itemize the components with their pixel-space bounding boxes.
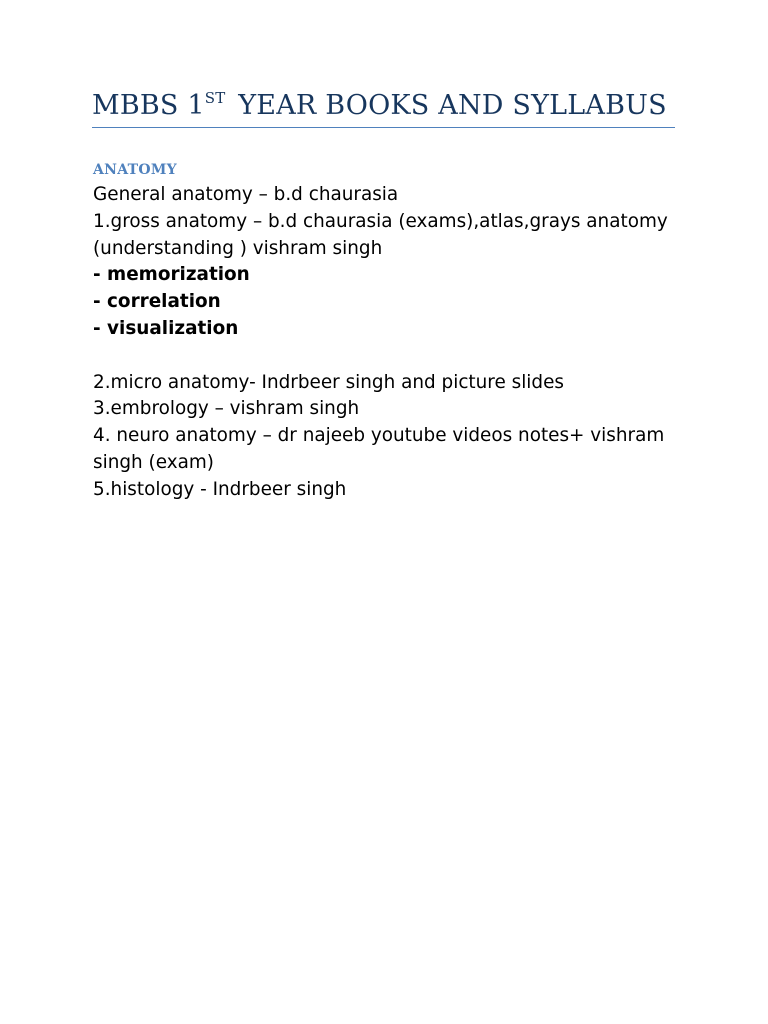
bullet-correlation: - correlation	[93, 291, 221, 313]
page-title	[92, 86, 675, 126]
title-underline	[92, 127, 675, 128]
text-line: singh (exam)	[93, 451, 214, 473]
text-line: 3.embrology – vishram singh	[93, 398, 360, 420]
section-heading-anatomy: ANATOMY	[93, 162, 177, 178]
title-suffix: YEAR BOOKS AND SYLLABUS	[229, 90, 667, 121]
title-block	[92, 86, 675, 128]
text-line: 1.gross anatomy – b.d chaurasia (exams),atlas,grays anatomy	[93, 210, 668, 232]
text-line: 4. neuro anatomy – dr najeeb youtube videos notes+ vishram	[93, 425, 665, 447]
title-superscript: ST	[204, 89, 226, 107]
bullet-visualization: - visualization	[93, 317, 239, 339]
text-line: General anatomy – b.d chaurasia	[93, 184, 399, 205]
text-line: 2.micro anatomy- Indrbeer singh and picture slides	[93, 371, 564, 393]
text-line: (understanding ) vishram singh	[93, 237, 383, 259]
title-prefix: MBBS 1	[92, 90, 205, 121]
text-line: 5.histology - Indrbeer singh	[93, 478, 347, 500]
blank-line	[93, 343, 693, 370]
body-text	[93, 182, 693, 504]
bullet-memorization: - memorization	[93, 264, 250, 286]
